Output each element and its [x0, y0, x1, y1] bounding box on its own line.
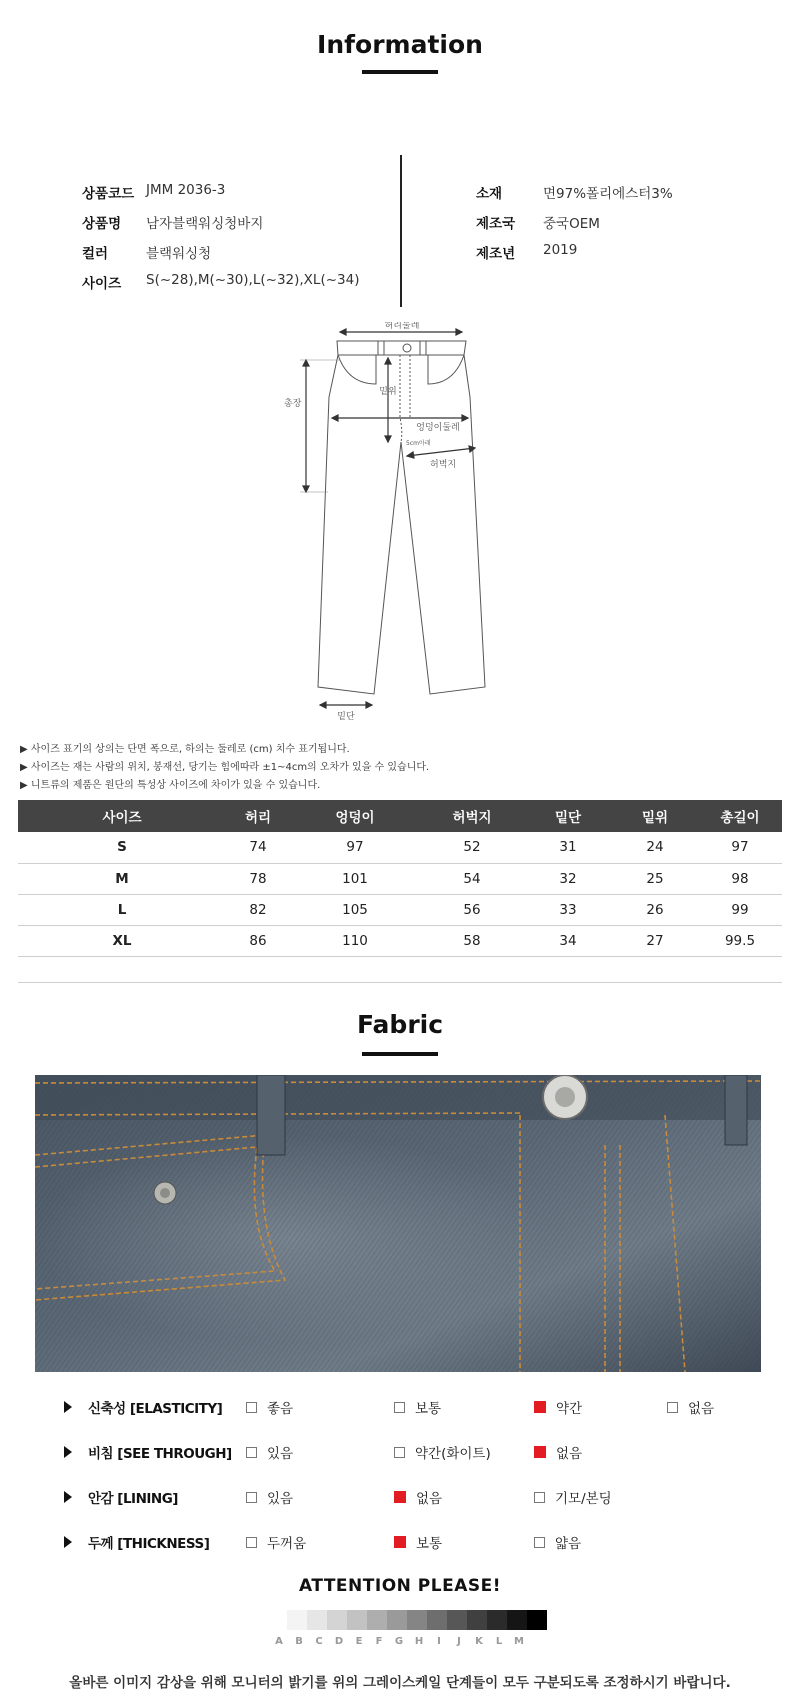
- cell-hip: 101: [290, 863, 420, 894]
- grayscale-swatch: [327, 1610, 347, 1630]
- grayscale-letter: A: [275, 1636, 283, 1647]
- grayscale-swatch: [387, 1610, 407, 1630]
- grayscale-swatch: [507, 1610, 527, 1630]
- checkbox-checked-icon: [394, 1491, 406, 1503]
- year-row: [476, 242, 577, 262]
- elasticity-row: [0, 1395, 800, 1419]
- lining-label: 안감 [LINING]: [88, 1491, 178, 1507]
- checkbox-icon: [534, 1492, 545, 1503]
- grayscale-swatch: [287, 1610, 307, 1630]
- checkbox-checked-icon: [534, 1446, 546, 1458]
- triangle-right-icon: [64, 1491, 72, 1503]
- see-through-option-yes[interactable]: 있음: [246, 1442, 293, 1462]
- size-note-3: ▶ 니트류의 제품은 원단의 특성상 사이즈에 차이가 있을 수 있습니다.: [20, 780, 321, 791]
- checkbox-icon: [394, 1402, 405, 1413]
- section-divider: [18, 982, 782, 983]
- grayscale-letter: H: [414, 1636, 424, 1647]
- table-row: [18, 925, 782, 956]
- grayscale-swatch: [407, 1610, 427, 1630]
- size-value: S(~28),M(~30),L(~32),XL(~34): [146, 272, 360, 288]
- grayscale-letter: B: [295, 1636, 303, 1647]
- table-row: [18, 863, 782, 894]
- diagram-rise-label: 밑위: [379, 387, 397, 397]
- size-label: 사이즈: [82, 276, 122, 292]
- grayscale-letter: J: [457, 1636, 461, 1647]
- grayscale-letter: M: [514, 1636, 524, 1647]
- cell-size: M: [18, 863, 226, 894]
- elasticity-label: 신축성 [ELASTICITY]: [88, 1401, 223, 1417]
- cell-waist: 86: [226, 925, 290, 956]
- see-through-option-slight-white[interactable]: 약간(화이트): [394, 1442, 491, 1462]
- origin-value: 중국OEM: [543, 216, 600, 232]
- see-through-label: 비침 [SEE THROUGH]: [88, 1446, 232, 1462]
- grayscale-swatch: [367, 1610, 387, 1630]
- cell-hem: 32: [524, 863, 612, 894]
- size-note-2: ▶ 사이즈는 재는 사람의 위치, 봉재선, 당기는 힘에따라 ±1~4cm의 오차가 있을 수 있습니다.: [20, 762, 430, 773]
- fabric-title: Fabric: [356, 1010, 444, 1039]
- elasticity-option-normal[interactable]: 보통: [394, 1397, 441, 1417]
- cell-length: 99: [698, 894, 782, 925]
- cell-rise: 25: [612, 863, 698, 894]
- cell-waist: 78: [226, 863, 290, 894]
- grayscale-letters: [269, 1636, 529, 1647]
- year-value: 2019: [543, 242, 578, 258]
- checkbox-icon: [246, 1537, 257, 1548]
- grayscale-letter: L: [495, 1636, 503, 1647]
- diagram-hem-label: 밑단: [337, 712, 355, 722]
- table-row: [18, 832, 782, 863]
- grayscale-swatch: [427, 1610, 447, 1630]
- grayscale-swatch: [347, 1610, 367, 1630]
- grayscale-swatch: [487, 1610, 507, 1630]
- cell-hip: 105: [290, 894, 420, 925]
- thickness-option-normal[interactable]: 보통: [394, 1532, 442, 1552]
- checkbox-icon: [534, 1537, 545, 1548]
- header-waist: 허리: [226, 800, 290, 832]
- checkbox-checked-icon: [534, 1401, 546, 1413]
- thickness-row: [0, 1530, 800, 1554]
- grayscale-swatch: [467, 1610, 487, 1630]
- size-table: [18, 800, 782, 957]
- grayscale-letter: G: [394, 1636, 404, 1647]
- grayscale-letter: K: [475, 1636, 483, 1647]
- thickness-option-thick[interactable]: 두꺼움: [246, 1532, 306, 1552]
- grayscale-letter: E: [355, 1636, 363, 1647]
- diagram-crotch-note: 5cm아래: [406, 440, 431, 447]
- product-name-label: 상품명: [82, 216, 122, 232]
- grayscale-letter: F: [375, 1636, 383, 1647]
- attention-message: 올바른 이미지 감상을 위해 모니터의 밝기를 위의 그레이스케일 단계들이 모두 구분되도록 조정하시기 바랍니다.: [69, 1675, 731, 1691]
- checkbox-icon: [667, 1402, 678, 1413]
- elasticity-option-none[interactable]: 없음: [667, 1397, 714, 1417]
- elasticity-option-slight[interactable]: 약간: [534, 1397, 582, 1417]
- diagram-thigh-label: 허벅지: [430, 460, 457, 470]
- cell-length: 99.5: [698, 925, 782, 956]
- product-name-row: [82, 212, 263, 232]
- cell-hip: 110: [290, 925, 420, 956]
- color-row: [82, 242, 211, 262]
- size-table-header: [18, 800, 782, 832]
- cell-length: 97: [698, 832, 782, 863]
- cell-hem: 31: [524, 832, 612, 863]
- cell-thigh: 58: [420, 925, 524, 956]
- lining-option-brushed[interactable]: 기모/본딩: [534, 1487, 612, 1507]
- pants-measurement-diagram: [270, 322, 502, 722]
- cell-rise: 24: [612, 832, 698, 863]
- lining-row: [0, 1485, 800, 1509]
- diagram-hip-label: 엉덩이둘레: [416, 423, 460, 433]
- checkbox-checked-icon: [394, 1536, 406, 1548]
- cell-size: XL: [18, 925, 226, 956]
- size-note-1: ▶ 사이즈 표기의 상의는 단면 폭으로, 하의는 둘레로 (cm) 치수 표기됩니다.: [20, 744, 350, 755]
- triangle-right-icon: [64, 1446, 72, 1458]
- cell-thigh: 52: [420, 832, 524, 863]
- product-code-value: JMM 2036-3: [146, 182, 226, 198]
- product-name-value: 남자블랙워싱청바지: [146, 216, 264, 232]
- header-rise: 밑위: [612, 800, 698, 832]
- diagram-length-label: 총장: [284, 399, 302, 409]
- cell-hip: 97: [290, 832, 420, 863]
- grayscale-bar: [287, 1610, 547, 1630]
- thickness-label: 두께 [THICKNESS]: [88, 1536, 210, 1552]
- cell-thigh: 56: [420, 894, 524, 925]
- material-value: 면97%폴리에스터3%: [543, 186, 673, 202]
- checkbox-icon: [394, 1447, 405, 1458]
- diagram-waist-label: 허리둘레: [384, 322, 420, 331]
- grayscale-letter: C: [315, 1636, 323, 1647]
- header-thigh: 허벅지: [420, 800, 524, 832]
- cell-rise: 27: [612, 925, 698, 956]
- product-code-label: 상품코드: [82, 186, 135, 202]
- origin-label: 제조국: [476, 216, 516, 232]
- checkbox-icon: [246, 1447, 257, 1458]
- table-row: [18, 894, 782, 925]
- header-size: 사이즈: [18, 800, 226, 832]
- header-hem: 밑단: [524, 800, 612, 832]
- lining-option-none[interactable]: 없음: [394, 1487, 442, 1507]
- cell-length: 98: [698, 863, 782, 894]
- fabric-title-underline: [362, 1052, 438, 1056]
- triangle-right-icon: [64, 1536, 72, 1548]
- material-label: 소재: [476, 186, 503, 202]
- grayscale-swatch: [447, 1610, 467, 1630]
- attention-title: ATTENTION PLEASE!: [299, 1576, 501, 1596]
- information-title: Information: [317, 30, 483, 59]
- cell-size: S: [18, 832, 226, 863]
- size-row: [82, 272, 359, 292]
- cell-hem: 34: [524, 925, 612, 956]
- material-row: [476, 182, 673, 202]
- cell-rise: 26: [612, 894, 698, 925]
- information-title-underline: [362, 70, 438, 74]
- grayscale-swatch: [307, 1610, 327, 1630]
- product-code-row: [82, 182, 225, 202]
- year-label: 제조년: [476, 246, 516, 262]
- cell-size: L: [18, 894, 226, 925]
- triangle-right-icon: [64, 1401, 72, 1413]
- thickness-option-thin[interactable]: 얇음: [534, 1532, 581, 1552]
- grayscale-letter: D: [334, 1636, 344, 1647]
- cell-waist: 82: [226, 894, 290, 925]
- origin-row: [476, 212, 600, 232]
- color-value: 블랙워싱청: [146, 246, 212, 262]
- header-length: 총길이: [698, 800, 782, 832]
- cell-hem: 33: [524, 894, 612, 925]
- elasticity-option-good[interactable]: 좋음: [246, 1397, 293, 1417]
- lining-option-yes[interactable]: 있음: [246, 1487, 293, 1507]
- see-through-row: [0, 1440, 800, 1464]
- cell-waist: 74: [226, 832, 290, 863]
- grayscale-letter: I: [437, 1636, 441, 1647]
- checkbox-icon: [246, 1492, 257, 1503]
- header-hip: 엉덩이: [290, 800, 420, 832]
- denim-fabric-photo: [35, 1075, 761, 1372]
- grayscale-swatch: [527, 1610, 547, 1630]
- info-divider: [400, 155, 402, 307]
- see-through-option-none[interactable]: 없음: [534, 1442, 582, 1462]
- cell-thigh: 54: [420, 863, 524, 894]
- checkbox-icon: [246, 1402, 257, 1413]
- color-label: 컬러: [82, 246, 109, 262]
